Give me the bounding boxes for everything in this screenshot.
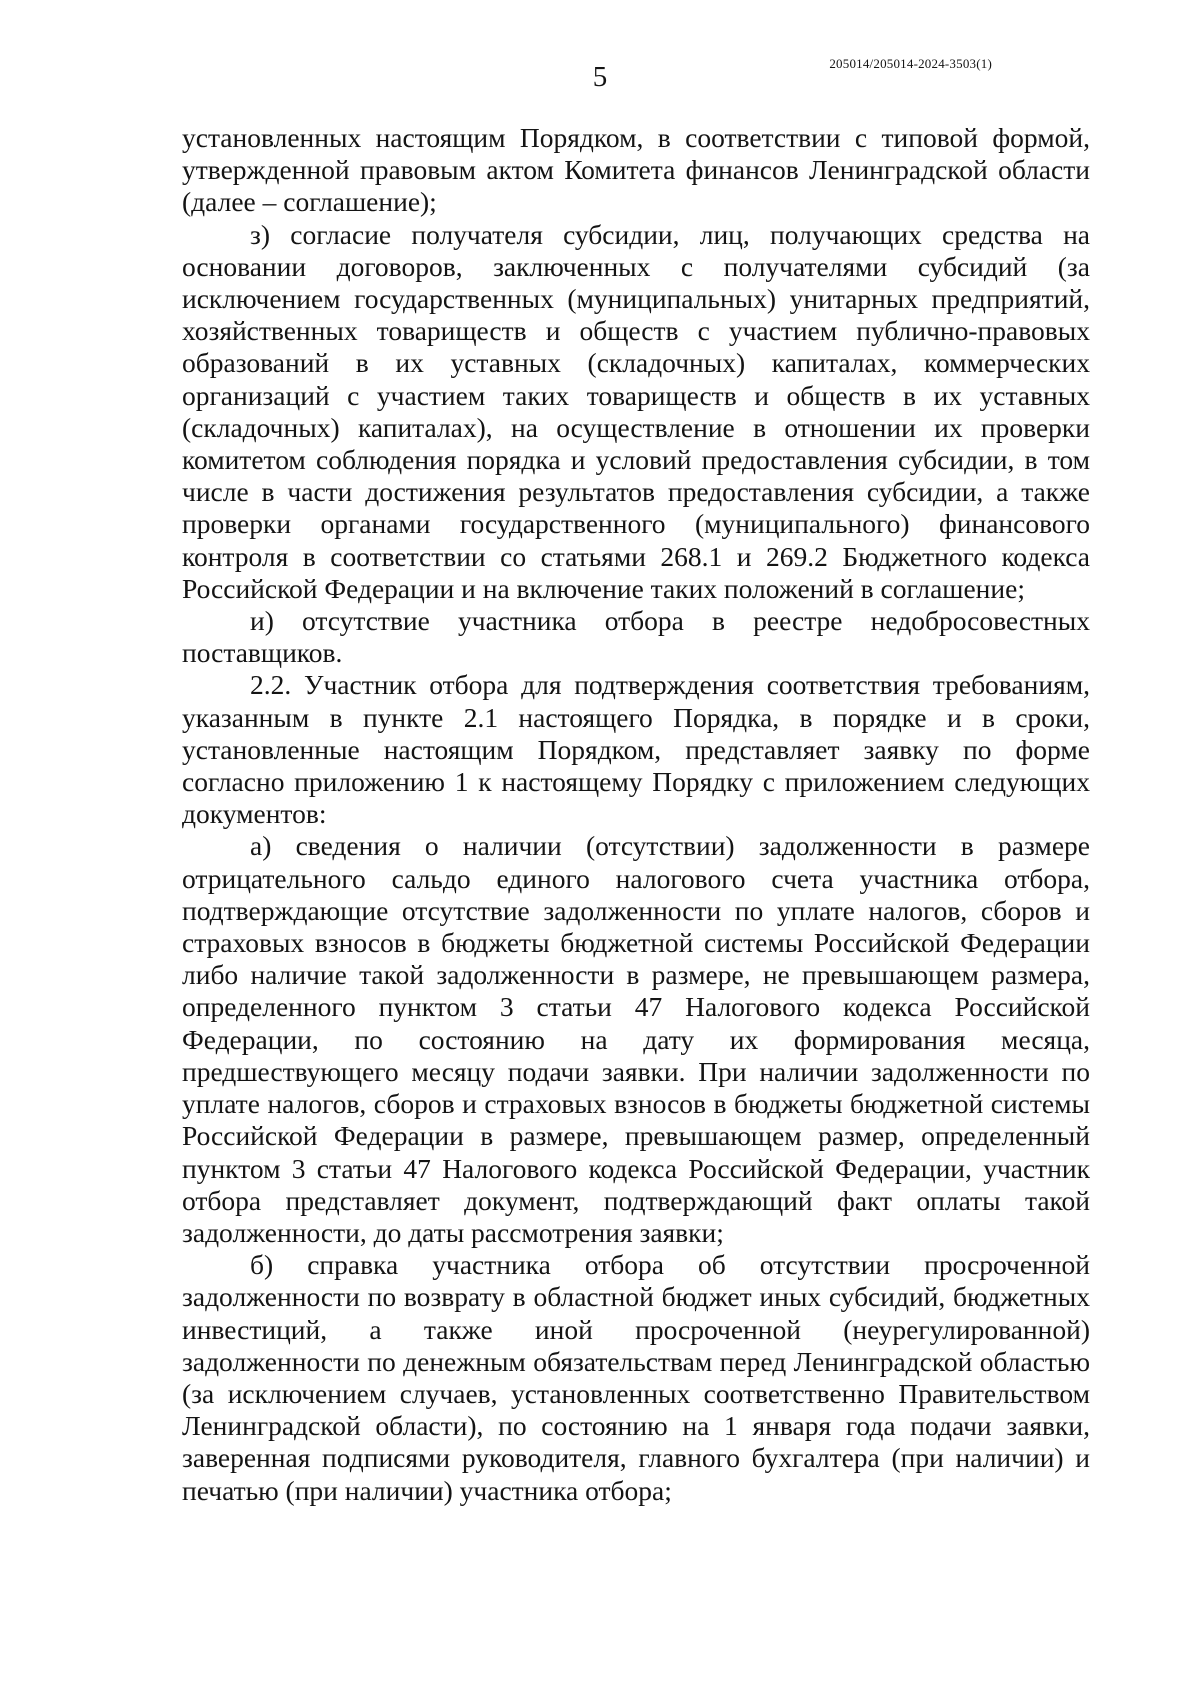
paragraph-clause-2-2: 2.2. Участник отбора для подтверждения соответствия требованиям, указанным в пункте 2.1 настоящего Порядка, в порядке и в сроки, установленные настоящим Порядком, представляет заявку по форме согласно приложению 1 к настоящему Порядку с приложением следующих документов: (182, 669, 1090, 830)
document-body (182, 122, 1090, 1507)
paragraph-item-z: з) согласие получателя субсидии, лиц, получающих средства на основании договоров, заключенных с получателями субсидий (за исключением государственных (муниципальных) унитарных предприятий, хозяйственных товариществ и обществ с участием публично-правовых образований в их уставных (складочных) капиталах, коммерческих организаций с участием таких товариществ и обществ в их уставных (складочных) капиталах), на осуществление в отношении их проверки комитетом соблюдения порядка и условий предоставления субсидии, в том числе в части достижения результатов предоставления субсидии, а также проверки органами государственного (муниципального) финансового контроля в соответствии со статьями 268.1 и 269.2 Бюджетного кодекса Российской Федерации и на включение таких положений в соглашение; (182, 218, 1090, 604)
paragraph-continuation: установленных настоящим Порядком, в соответствии с типовой формой, утвержденной правовым актом Комитета финансов Ленинградской области (далее – соглашение); (182, 122, 1090, 218)
paragraph-item-i: и) отсутствие участника отбора в реестре недобросовестных поставщиков. (182, 605, 1090, 669)
document-id: 205014/205014-2024-3503(1) (829, 56, 992, 71)
paragraph-item-a: а) сведения о наличии (отсутствии) задолженности в размере отрицательного сальдо единого налогового счета участника отбора, подтверждающие отсутствие задолженности по уплате налогов, сборов и страховых взносов в бюджеты бюджетной системы Российской Федерации либо наличие такой задолженности в размере, не превышающем размера, определенного пунктом 3 статьи 47 Налогового кодекса Российской Федерации, по состоянию на дату их формирования месяца, предшествующего месяцу подачи заявки. При наличии задолженности по уплате налогов, сборов и страховых взносов в бюджеты бюджетной системы Российской Федерации в размере, превышающем размер, определенный пунктом 3 статьи 47 Налогового кодекса Российской Федерации, участник отбора представляет документ, подтверждающий факт оплаты такой задолженности, до даты рассмотрения заявки; (182, 830, 1090, 1248)
paragraph-item-b: б) справка участника отбора об отсутствии просроченной задолженности по возврату в областной бюджет иных субсидий, бюджетных инвестиций, а также иной просроченной (неурегулированной) задолженности по денежным обязательствам перед Ленинградской областью (за исключением случаев, установленных соответственно Правительством Ленинградской области), по состоянию на 1 января года подачи заявки, заверенная подписями руководителя, главного бухгалтера (при наличии) и печатью (при наличии) участника отбора; (182, 1249, 1090, 1506)
page-number: 5 (592, 61, 608, 93)
